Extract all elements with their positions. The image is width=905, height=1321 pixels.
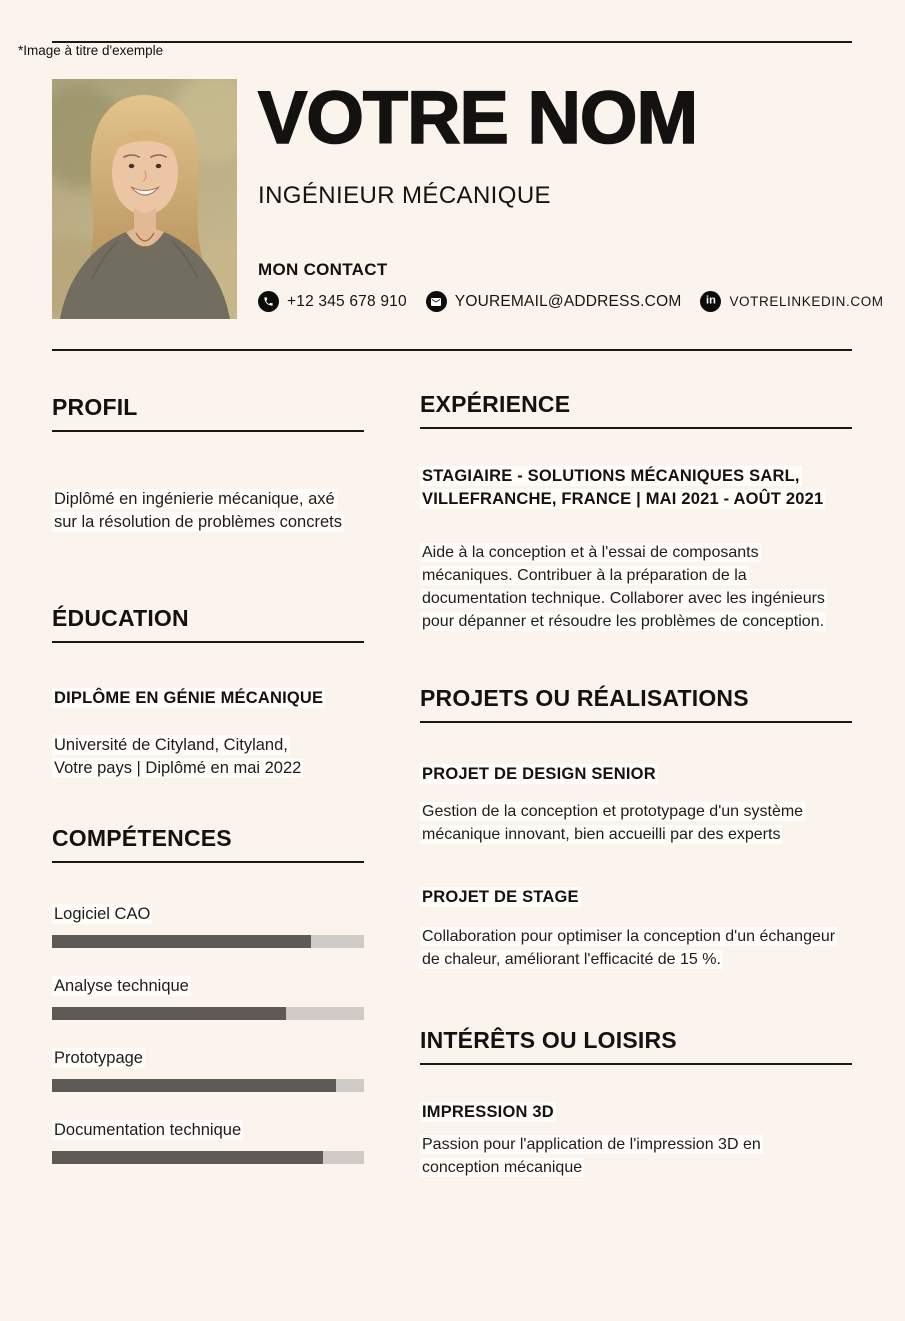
portrait-illustration bbox=[52, 79, 237, 319]
project-title: PROJET DE DESIGN SENIOR bbox=[422, 765, 656, 783]
skill-label: Documentation technique bbox=[54, 1121, 242, 1139]
interest-description: Passion pour l'application de l'impression 3D en conception mécanique bbox=[422, 1136, 761, 1176]
skill-label: Analyse technique bbox=[54, 977, 189, 995]
phone-icon bbox=[258, 291, 279, 312]
contact-heading: MON CONTACT bbox=[258, 260, 388, 279]
linkedin-icon: in bbox=[700, 291, 721, 312]
example-image-note: *Image à titre d'exemple bbox=[18, 43, 164, 58]
cv-page bbox=[0, 41, 905, 1179]
linkedin-contact bbox=[700, 291, 883, 312]
right-column bbox=[420, 351, 852, 1179]
top-divider bbox=[52, 41, 852, 43]
project-title: PROJET DE STAGE bbox=[422, 888, 579, 906]
section-heading-profil: PROFIL bbox=[52, 394, 364, 432]
profil-text: Diplômé en ingénierie mécanique, axé sur la résolution de problèmes concrets bbox=[54, 490, 342, 531]
project-description: Collaboration pour optimiser la conception d'un échangeur de chaleur, améliorant l'efficacité de 15 %. bbox=[422, 928, 836, 968]
phone-contact bbox=[258, 291, 407, 312]
profile-photo bbox=[52, 79, 237, 319]
skill-bar-fill-3 bbox=[52, 1151, 323, 1164]
contact-row bbox=[258, 291, 884, 312]
section-heading-competences: COMPÉTENCES bbox=[52, 825, 364, 863]
skill-label: Prototypage bbox=[54, 1049, 143, 1067]
name-heading: VOTRE NOM bbox=[258, 76, 698, 159]
skill-bar bbox=[52, 935, 364, 948]
section-heading-education: ÉDUCATION bbox=[52, 605, 364, 643]
section-heading-interets: INTÉRÊTS OU LOISIRS bbox=[420, 1027, 852, 1065]
skill-bar-fill-2 bbox=[52, 1079, 336, 1092]
header bbox=[52, 76, 884, 319]
education-degree: DIPLÔME EN GÉNIE MÉCANIQUE bbox=[54, 689, 324, 707]
experience-role: STAGIAIRE - SOLUTIONS MÉCANIQUES SARL, VILLEFRANCHE, FRANCE | MAI 2021 - AOÛT 2021 bbox=[422, 467, 824, 508]
section-heading-experience: EXPÉRIENCE bbox=[420, 391, 852, 429]
interest-title: IMPRESSION 3D bbox=[422, 1103, 554, 1121]
linkedin-address: VOTRELINKEDIN.COM bbox=[729, 294, 884, 309]
email-contact bbox=[426, 291, 682, 312]
education-details: Université de Cityland, Cityland, Votre pays | Diplômé en mai 2022 bbox=[54, 736, 302, 777]
header-text-block bbox=[258, 76, 884, 319]
phone-number: +12 345 678 910 bbox=[287, 292, 407, 310]
skill-bar bbox=[52, 1151, 364, 1164]
email-address: YOUREMAIL@ADDRESS.COM bbox=[454, 292, 682, 310]
project-description: Gestion de la conception et prototypage d'un système mécanique innovant, bien accueilli par des experts bbox=[422, 803, 804, 843]
section-heading-projets: PROJETS OU RÉALISATIONS bbox=[420, 685, 852, 723]
skill-bar bbox=[52, 1079, 364, 1092]
skill-bar-fill-0 bbox=[52, 935, 311, 948]
skill-label: Logiciel CAO bbox=[54, 905, 151, 923]
envelope-icon bbox=[426, 291, 447, 312]
skill-bar-fill-1 bbox=[52, 1007, 286, 1020]
left-column bbox=[52, 351, 364, 1179]
experience-description: Aide à la conception et à l'essai de composants mécaniques. Contribuer à la préparation de la documentation technique. Collaborer avec les ingénieurs pour dépanner et résoudre les problèmes de conception. bbox=[422, 544, 825, 630]
skill-bar bbox=[52, 1007, 364, 1020]
content-columns bbox=[52, 351, 852, 1179]
job-title: INGÉNIEUR MÉCANIQUE bbox=[258, 182, 551, 209]
